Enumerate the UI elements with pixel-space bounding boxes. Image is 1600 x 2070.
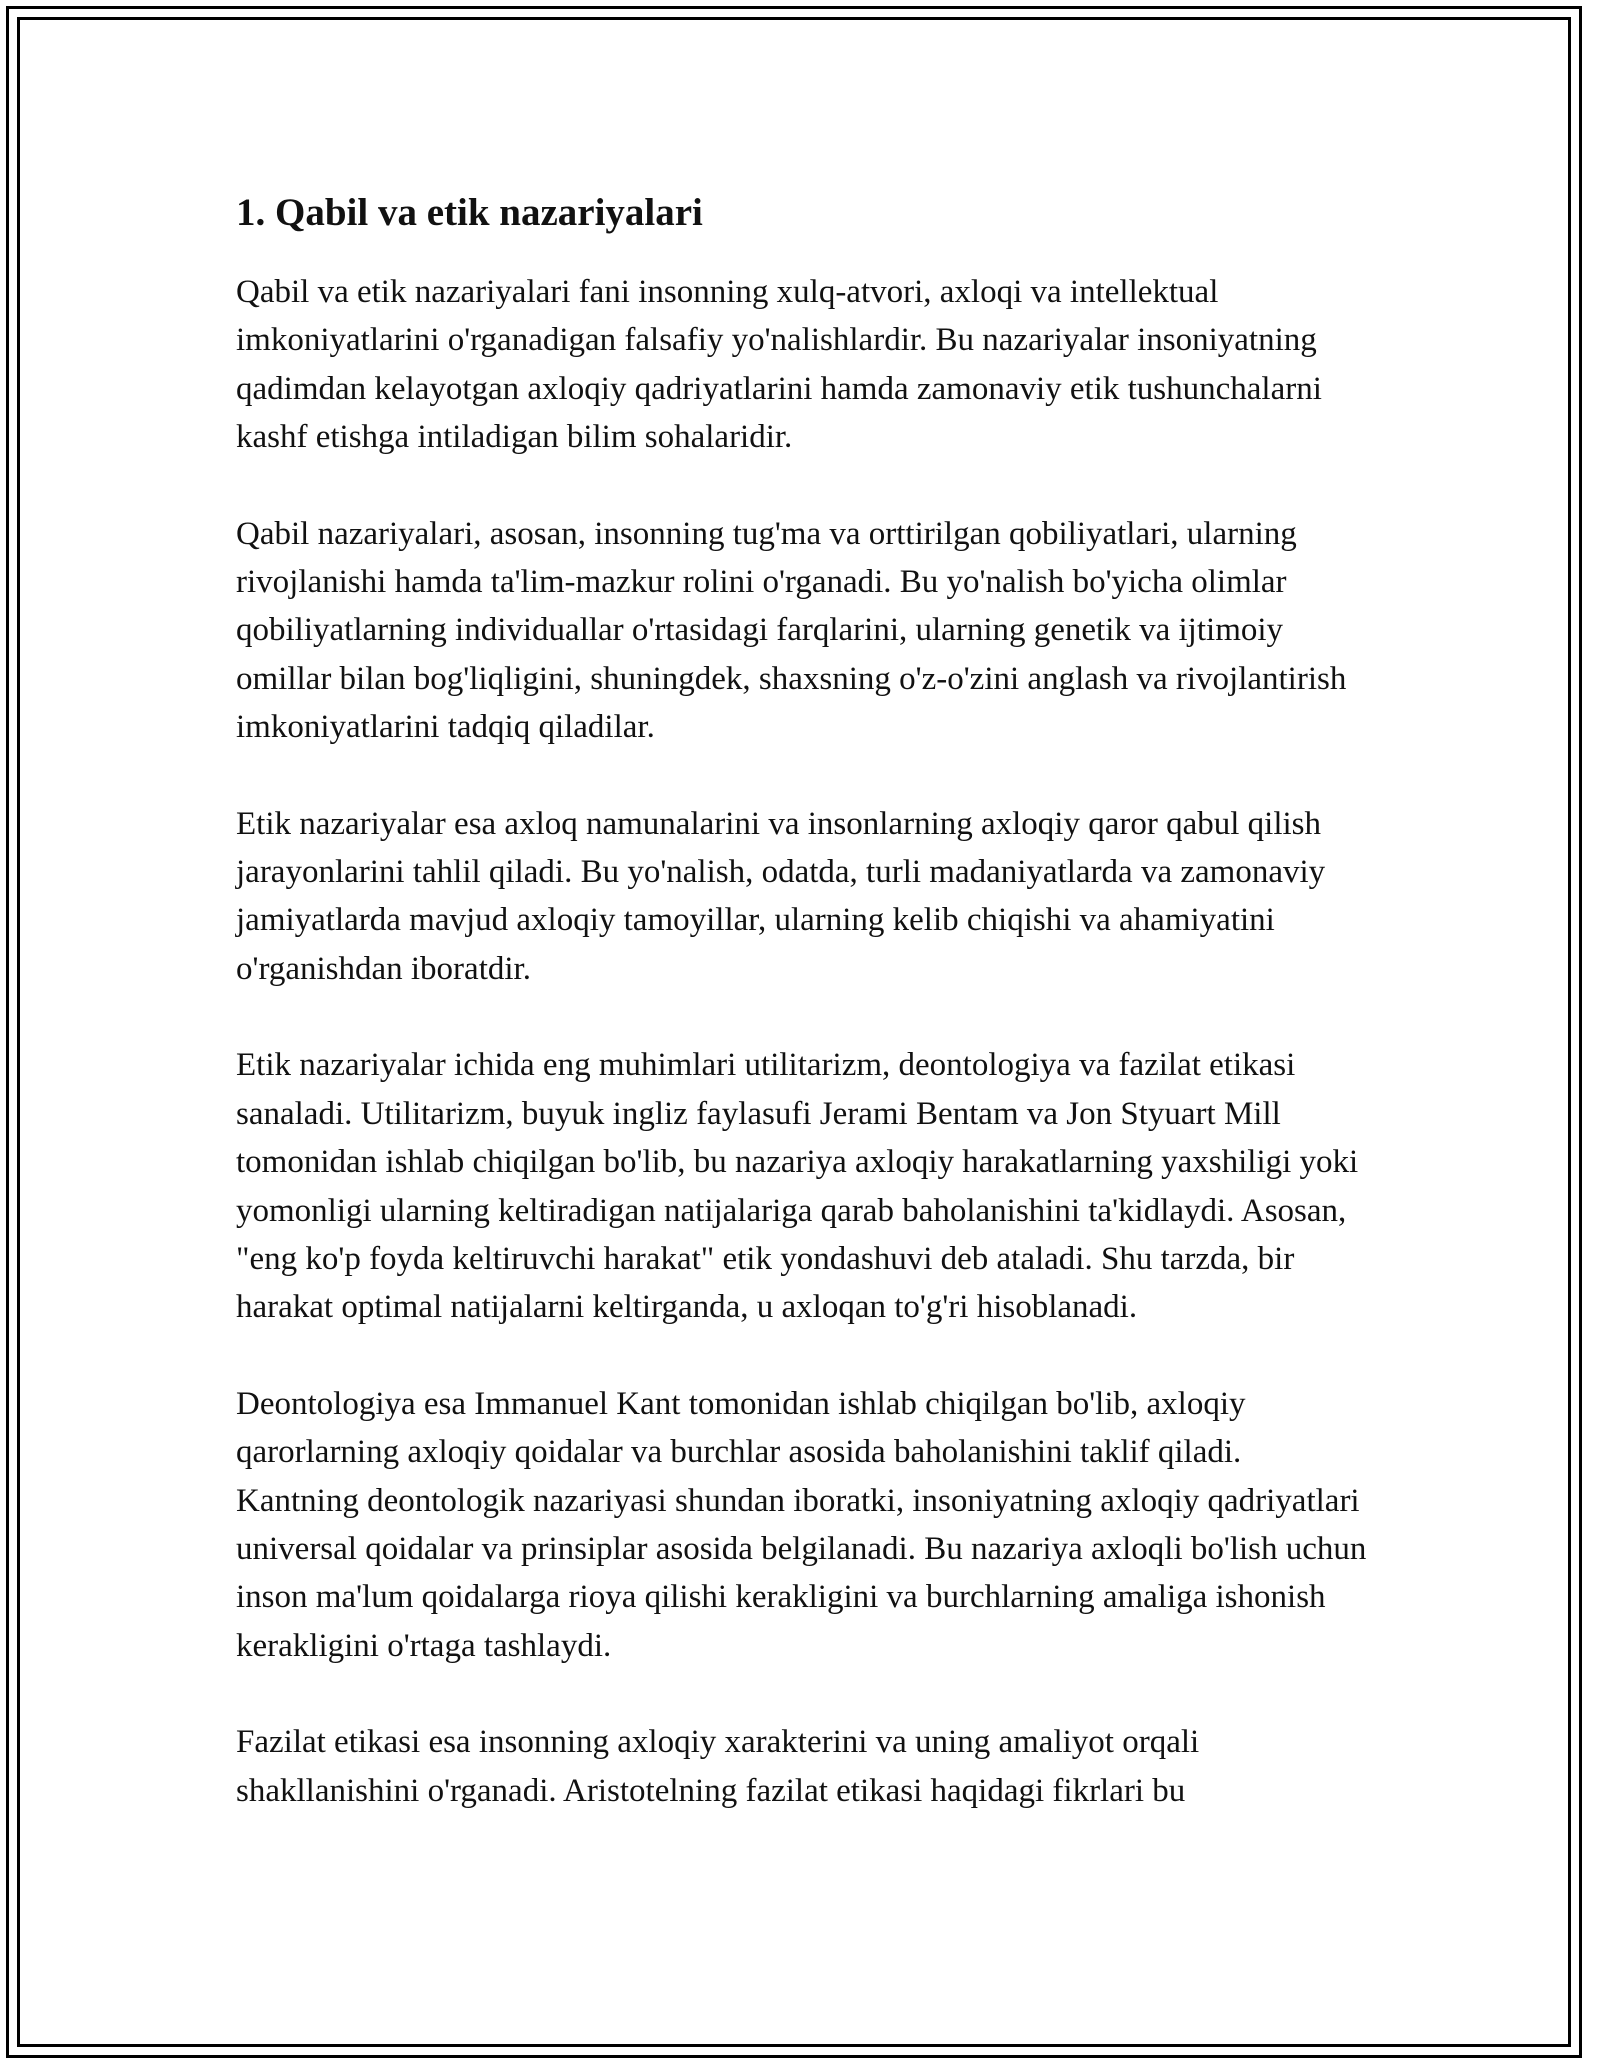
- paragraph-deontology: Deontologiya esa Immanuel Kant tomonidan ishlab chiqilgan bo'lib, axloqiy qarorlarning axloqiy qoidalar va burchlar asosida baholanishini taklif qiladi. Kantning deontologik nazariyasi shundan iboratki, insoniyatning axloqiy qadriyatlari universal qoidalar va prinsiplar asosida belgilanadi. Bu nazariya axloqli bo'lish uchun inson ma'lum qoidalarga rioya qilishi kerakligini va burchlarning amaliga ishonish kerakligini o'rtaga tashlaydi.: [236, 1385, 1367, 1664]
- paragraph-virtue-ethics: Fazilat etikasi esa insonning axloqiy xarakterini va uning amaliyot orqali shakllanishini o'rganadi. Aristotelning fazilat etikasi haqidagi fikrlari bu: [236, 1724, 1200, 1809]
- paragraph-utilitarianism: Etik nazariyalar ichida eng muhimlari utilitarizm, deontologiya va fazilat etikasi sanaladi. Utilitarizm, buyuk ingliz faylasufi Jerami Bentam va Jon Styuart Mill tomonidan ishlab chiqilgan bo'lib, bu nazariya axloqiy harakatlarning yaxshiligi yoki yomonligi ularning keltiradigan natijalariga qarab baholanishini ta'kidlaydi. Asosan, "eng ko'p foyda keltiruvchi harakat" etik yondashuvi deb ataladi. Shu tarzda, bir harakat optimal natijalarni keltirganda, u axloqan to'g'ri hisoblanadi.: [236, 1047, 1359, 1326]
- paragraph-intro: Qabil va etik nazariyalari fani insonning xulq-atvori, axloqi va intellektual imkoniyatlarini o'rganadigan falsafiy yo'nalishlardir. Bu nazariyalar insoniyatning qadimdan kelayotgan axloqiy qadriyatlarini hamda zamonaviy etik tushunchalarni kashf etishga intiladigan bilim sohalaridir.: [236, 274, 1322, 456]
- paragraph-ethical-theories: Etik nazariyalar esa axloq namunalarini va insonlarning axloqiy qaror qabul qilish jarayonlarini tahlil qiladi. Bu yo'nalish, odatda, turli madaniyatlarda va zamonaviy jamiyatlarda mavjud axloqiy tamoyillar, ularning kelib chiqishi va ahamiyatini o'rganishdan iboratdir.: [236, 805, 1326, 987]
- paragraph-qabil-theories: Qabil nazariyalari, asosan, insonning tug'ma va orttirilgan qobiliyatlari, ularning rivojlanishi hamda ta'lim-mazkur rolini o'rganadi. Bu yo'nalish bo'yicha olimlar qobiliyatlarning individuallar o'rtasidagi farqlarini, ularning genetik va ijtimoiy omillar bilan bog'liqligini, shuningdek, shaxsning o'z-o'zini anglash va rivojlantirish imkoniyatlarini tadqiq qiladilar.: [236, 515, 1347, 746]
- document-body: [236, 186, 1371, 1863]
- document-title: 1. Qabil va etik nazariyalari: [236, 191, 703, 234]
